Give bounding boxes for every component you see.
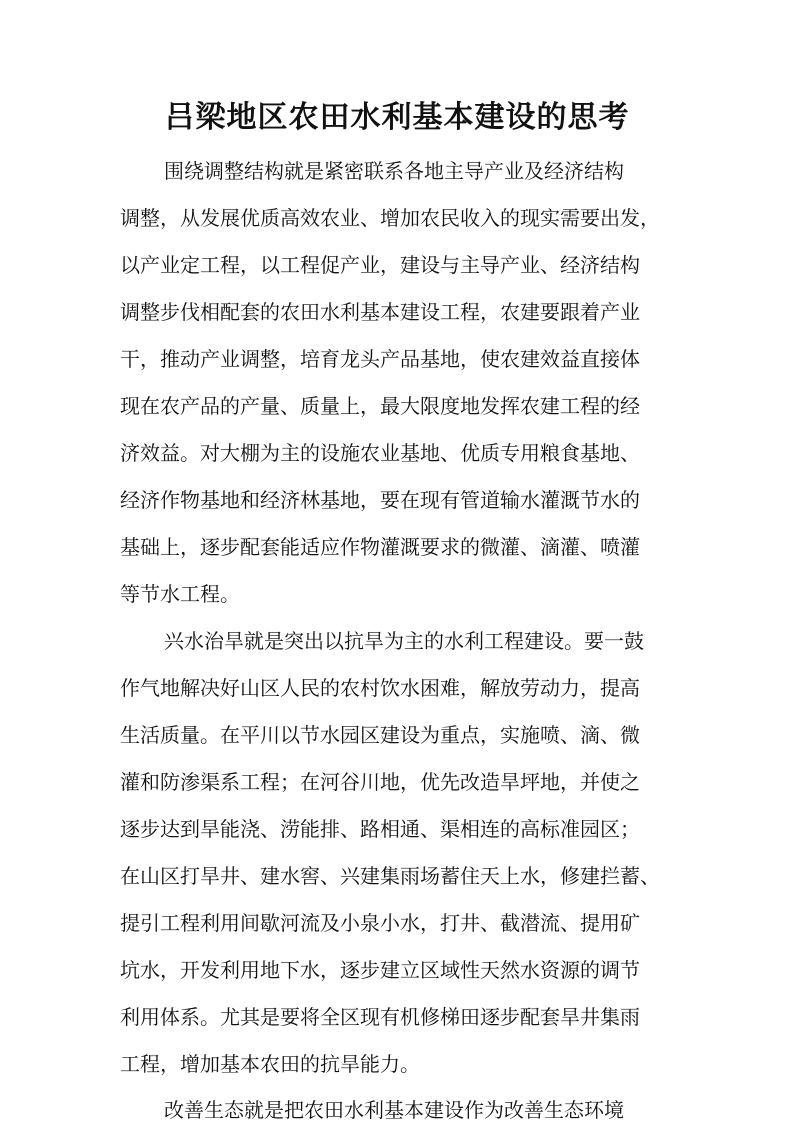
body-line: 坑水，开发利用地下水，逐步建立区域性天然水资源的调节 (120, 958, 640, 982)
body-line: 灌和防渗渠系工程；在河谷川地，优先改造旱坪地，并使之 (120, 770, 640, 794)
body-line: 以产业定工程，以工程促产业，建设与主导产业、经济结构 (120, 253, 640, 277)
document-title: 吕梁地区农田水利基本建设的思考 (164, 100, 630, 135)
body-line: 改善生态就是把农田水利基本建设作为改善生态环境 (164, 1098, 624, 1122)
body-line: 提引工程利用间歇河流及小泉小水，打井、截潜流、提用矿 (120, 911, 640, 935)
body-line: 现在农产品的产量、质量上，最大限度地发挥农建工程的经 (120, 394, 640, 418)
body-line: 在山区打旱井、建水窖、兴建集雨场蓄住天上水，修建拦蓄、 (120, 864, 660, 888)
body-line: 基础上，逐步配套能适应作物灌溉要求的微灌、滴灌、喷灌 (120, 535, 640, 559)
body-line: 调整，从发展优质高效农业、增加农民收入的现实需要出发， (120, 206, 660, 230)
body-line: 逐步达到旱能浇、涝能排、路相通、渠相连的高标准园区； (120, 817, 640, 841)
body-line: 围绕调整结构就是紧密联系各地主导产业及经济结构 (164, 159, 624, 183)
body-line: 调整步伐相配套的农田水利基本建设工程，农建要跟着产业 (120, 300, 640, 324)
body-line: 利用体系。尤其是要将全区现有机修梯田逐步配套旱井集雨 (120, 1005, 640, 1029)
body-line: 工程，增加基本农田的抗旱能力。 (120, 1052, 420, 1076)
body-line: 干，推动产业调整，培育龙头产品基地，使农建效益直接体 (120, 347, 640, 371)
body-line: 等节水工程。 (120, 582, 240, 606)
body-line: 济效益。对大棚为主的设施农业基地、优质专用粮食基地、 (120, 441, 640, 465)
body-line: 经济作物基地和经济林基地，要在现有管道输水灌溉节水的 (120, 488, 640, 512)
body-line: 兴水治旱就是突出以抗旱为主的水利工程建设。要一鼓 (164, 629, 644, 653)
body-line: 作气地解决好山区人民的农村饮水困难，解放劳动力，提高 (120, 676, 640, 700)
body-line: 生活质量。在平川以节水园区建设为重点，实施喷、滴、微 (120, 723, 640, 747)
